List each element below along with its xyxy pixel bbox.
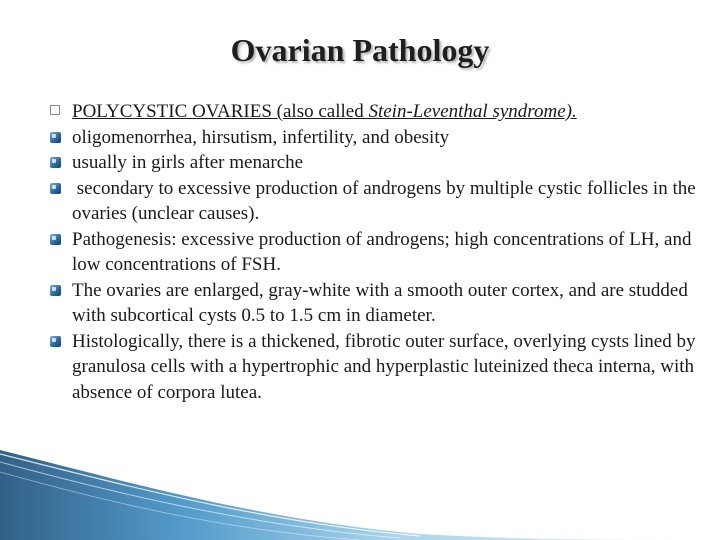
bullet-heading-text: POLYCYSTIC OVARIES ( [72,101,283,122]
bullet-text: Pathogenesis: excessive production of androgens; high concentrations of LH, and low concentrations of FSH. [72,228,692,275]
bullet-item [50,99,710,125]
bullet-text: usually in girls after menarche [72,152,304,173]
bullet-item [50,278,710,329]
bullet-text: Histologically, there is a thickened, fibrotic outer surface, overlying cysts lined by granulosa cells with a hypertrophic and hyperplastic luteinized theca interna, with absence of corpora lutea. [72,330,696,403]
q-bullet-icon [50,132,61,143]
bullet-heading-text: also called [283,101,369,122]
q-bullet-icon [50,157,61,168]
wave-shape [0,450,720,540]
bullet-heading-italic: Stein-Leventhal syndrome). [368,101,577,122]
bullet-item [50,227,710,278]
bullet-item [50,150,710,176]
box-bullet-icon [50,105,60,115]
bullet-item [50,329,710,406]
q-bullet-icon [50,183,61,194]
bullet-item [50,125,710,151]
bullet-item [50,176,710,227]
slide-title: Ovarian Pathology [230,32,490,68]
bullet-list [50,99,710,405]
decorative-wave [0,450,720,540]
bullet-text: oligomenorrhea, hirsutism, infertility, and obesity [72,126,450,148]
bullet-text: secondary to excessive production of androgens by multiple cystic follicles in the ovaries (unclear causes). [72,177,701,224]
q-bullet-icon [50,285,61,296]
bullet-text: The ovaries are enlarged, gray-white with a smooth outer cortex, and are studded with subcortical cysts 0.5 to 1.5 cm in diameter. [72,279,688,326]
q-bullet-icon [50,336,61,347]
q-bullet-icon [50,234,61,245]
